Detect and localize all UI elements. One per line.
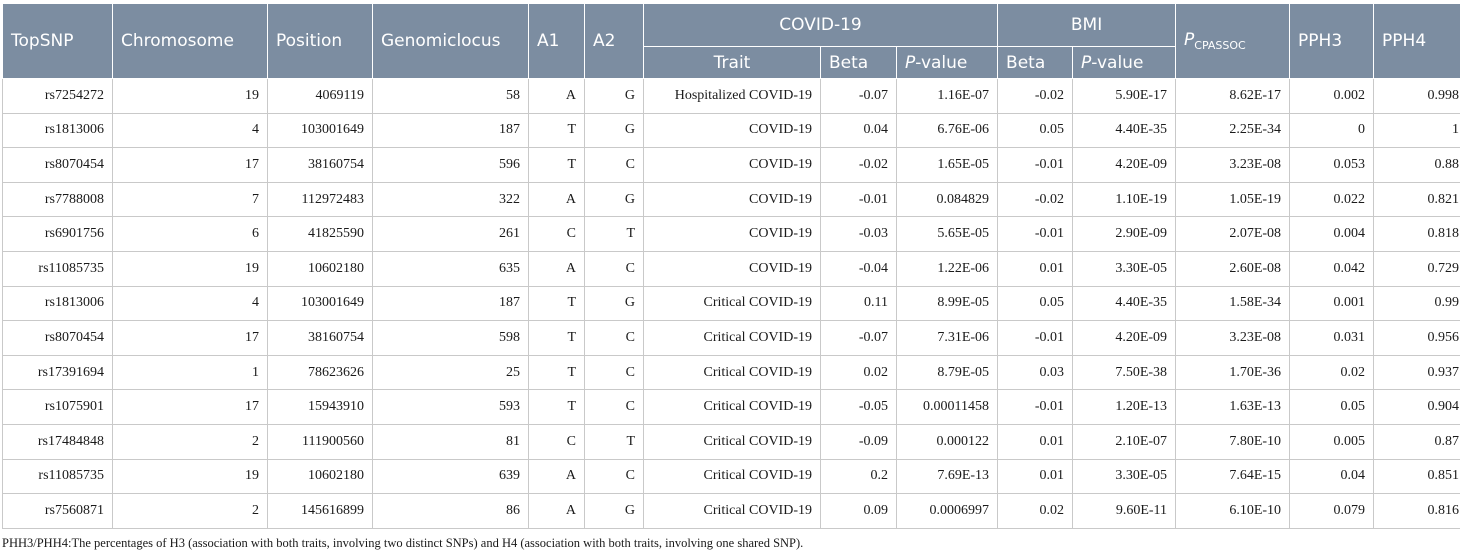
cell-genomic-locus: 81 [373,424,529,459]
cell-covid-pvalue: 0.00011458 [897,390,998,425]
cell-bmi-beta: 0.02 [998,494,1073,529]
table-row [3,148,1460,183]
cell-pph4: 0.851 [1374,459,1460,494]
cell-position: 10602180 [268,459,373,494]
col-header-chromosome: Chromosome [113,4,268,79]
cell-pph3: 0.001 [1290,286,1374,321]
cell-chromosome: 7 [113,182,268,217]
cell-a1: C [529,217,585,252]
cell-topsnp: rs11085735 [3,251,113,286]
cell-bmi-beta: -0.02 [998,79,1073,114]
cell-trait: Hospitalized COVID-19 [644,79,821,114]
col-header-covid-pvalue [897,47,998,79]
cell-a2: C [585,459,644,494]
cell-covid-beta: -0.07 [821,79,897,114]
cell-position: 15943910 [268,390,373,425]
cell-covid-beta: -0.03 [821,217,897,252]
cell-bmi-beta: 0.01 [998,424,1073,459]
header-row-top [3,4,1460,47]
col-header-genomic-locus: Genomiclocus [373,4,529,79]
cell-covid-pvalue: 7.69E-13 [897,459,998,494]
table-row [3,79,1460,114]
cell-covid-beta: -0.02 [821,148,897,183]
cell-genomic-locus: 58 [373,79,529,114]
cell-trait: COVID-19 [644,182,821,217]
cell-genomic-locus: 322 [373,182,529,217]
table-row [3,251,1460,286]
cell-covid-pvalue: 5.65E-05 [897,217,998,252]
cell-pph3: 0.022 [1290,182,1374,217]
cell-bmi-pvalue: 4.40E-35 [1073,286,1176,321]
cell-topsnp: rs17484848 [3,424,113,459]
cell-trait: Critical COVID-19 [644,494,821,529]
cell-a2: T [585,424,644,459]
cell-chromosome: 4 [113,113,268,148]
cell-bmi-beta: 0.01 [998,251,1073,286]
cell-position: 103001649 [268,286,373,321]
col-header-pph4: PPH4 [1374,4,1460,79]
cell-covid-pvalue: 1.65E-05 [897,148,998,183]
cell-a1: T [529,390,585,425]
cell-bmi-pvalue: 1.20E-13 [1073,390,1176,425]
cell-genomic-locus: 639 [373,459,529,494]
cell-topsnp: rs7560871 [3,494,113,529]
cell-bmi-beta: -0.01 [998,321,1073,356]
cell-position: 78623626 [268,355,373,390]
cell-pph4: 0.998 [1374,79,1460,114]
p-cpassoc-main: P [1184,30,1195,50]
cell-genomic-locus: 596 [373,148,529,183]
table-row [3,424,1460,459]
cell-covid-pvalue: 8.99E-05 [897,286,998,321]
cell-genomic-locus: 261 [373,217,529,252]
cell-a2: G [585,113,644,148]
cell-p-cpassoc: 8.62E-17 [1176,79,1290,114]
cell-trait: COVID-19 [644,251,821,286]
cell-chromosome: 17 [113,390,268,425]
cell-trait: COVID-19 [644,217,821,252]
cell-p-cpassoc: 3.23E-08 [1176,321,1290,356]
cell-a1: T [529,148,585,183]
cell-bmi-beta: -0.01 [998,148,1073,183]
covid-p-letter: P [905,52,916,73]
cell-pph3: 0.005 [1290,424,1374,459]
cell-pph3: 0.053 [1290,148,1374,183]
cell-bmi-pvalue: 7.50E-38 [1073,355,1176,390]
cell-a1: T [529,321,585,356]
cell-covid-pvalue: 1.16E-07 [897,79,998,114]
cell-chromosome: 17 [113,148,268,183]
cell-bmi-beta: 0.03 [998,355,1073,390]
cell-a2: G [585,494,644,529]
cell-pph4: 0.99 [1374,286,1460,321]
cell-bmi-pvalue: 1.10E-19 [1073,182,1176,217]
cell-covid-beta: 0.11 [821,286,897,321]
cell-pph4: 0.87 [1374,424,1460,459]
col-header-a1: A1 [529,4,585,79]
cell-p-cpassoc: 2.07E-08 [1176,217,1290,252]
cell-position: 38160754 [268,148,373,183]
cell-bmi-beta: 0.01 [998,459,1073,494]
cell-genomic-locus: 25 [373,355,529,390]
cell-covid-pvalue: 0.000122 [897,424,998,459]
cell-a1: A [529,79,585,114]
cell-pph4: 0.816 [1374,494,1460,529]
cell-covid-beta: 0.02 [821,355,897,390]
cell-pph4: 1 [1374,113,1460,148]
cell-covid-beta: -0.05 [821,390,897,425]
cell-p-cpassoc: 6.10E-10 [1176,494,1290,529]
cell-p-cpassoc: 7.64E-15 [1176,459,1290,494]
cell-trait: Critical COVID-19 [644,424,821,459]
cell-trait: Critical COVID-19 [644,355,821,390]
cell-bmi-beta: -0.02 [998,182,1073,217]
cell-genomic-locus: 187 [373,113,529,148]
cell-a2: T [585,217,644,252]
cell-bmi-beta: -0.01 [998,217,1073,252]
cell-pph3: 0.004 [1290,217,1374,252]
cell-trait: Critical COVID-19 [644,321,821,356]
cell-chromosome: 19 [113,79,268,114]
cell-covid-beta: 0.09 [821,494,897,529]
cell-a1: T [529,286,585,321]
cell-bmi-pvalue: 4.20E-09 [1073,321,1176,356]
cell-position: 112972483 [268,182,373,217]
cell-pph3: 0.02 [1290,355,1374,390]
cell-bmi-pvalue: 5.90E-17 [1073,79,1176,114]
cell-chromosome: 2 [113,424,268,459]
cell-a1: T [529,113,585,148]
cell-a2: C [585,251,644,286]
cell-topsnp: rs7254272 [3,79,113,114]
cell-a1: T [529,355,585,390]
table-row [3,321,1460,356]
cell-genomic-locus: 598 [373,321,529,356]
cell-covid-pvalue: 0.084829 [897,182,998,217]
table-footnote: PHH3/PHH4:The percentages of H3 (association with both traits, involving two distinct SNPs) and H4 (association with both traits, involving one shared SNP). [2,536,804,550]
cell-covid-beta: -0.07 [821,321,897,356]
results-table [2,3,1460,529]
cell-pph4: 0.818 [1374,217,1460,252]
cell-topsnp: rs11085735 [3,459,113,494]
table-row [3,459,1460,494]
col-header-bmi-pvalue [1073,47,1176,79]
table-row [3,355,1460,390]
cell-p-cpassoc: 1.63E-13 [1176,390,1290,425]
cell-pph3: 0.031 [1290,321,1374,356]
cell-bmi-pvalue: 4.20E-09 [1073,148,1176,183]
col-header-a2: A2 [585,4,644,79]
cell-a2: G [585,79,644,114]
covid-p-suffix: -value [915,52,968,73]
cell-topsnp: rs8070454 [3,321,113,356]
cell-a1: C [529,424,585,459]
table-row [3,494,1460,529]
cell-covid-beta: 0.04 [821,113,897,148]
cell-covid-pvalue: 0.0006997 [897,494,998,529]
col-header-covid-beta: Beta [821,47,897,79]
table-row [3,390,1460,425]
bmi-p-letter: P [1081,52,1092,73]
cell-covid-beta: -0.01 [821,182,897,217]
cell-pph4: 0.956 [1374,321,1460,356]
cell-pph3: 0.002 [1290,79,1374,114]
cell-p-cpassoc: 2.60E-08 [1176,251,1290,286]
cell-covid-beta: 0.2 [821,459,897,494]
cell-covid-pvalue: 1.22E-06 [897,251,998,286]
cell-a2: G [585,182,644,217]
cell-p-cpassoc: 7.80E-10 [1176,424,1290,459]
cell-covid-beta: -0.09 [821,424,897,459]
cell-covid-pvalue: 6.76E-06 [897,113,998,148]
cell-chromosome: 17 [113,321,268,356]
cell-bmi-pvalue: 2.90E-09 [1073,217,1176,252]
cell-a1: A [529,182,585,217]
cell-a1: A [529,494,585,529]
col-header-pph3: PPH3 [1290,4,1374,79]
cell-a2: C [585,390,644,425]
cell-position: 111900560 [268,424,373,459]
cell-position: 145616899 [268,494,373,529]
cell-topsnp: rs1075901 [3,390,113,425]
cell-covid-pvalue: 7.31E-06 [897,321,998,356]
group-header-bmi: BMI [998,4,1176,47]
cell-topsnp: rs7788008 [3,182,113,217]
cell-topsnp: rs1813006 [3,286,113,321]
cell-a2: C [585,148,644,183]
cell-pph4: 0.88 [1374,148,1460,183]
cell-p-cpassoc: 1.58E-34 [1176,286,1290,321]
cell-chromosome: 4 [113,286,268,321]
cell-covid-beta: -0.04 [821,251,897,286]
cell-genomic-locus: 635 [373,251,529,286]
cell-chromosome: 19 [113,459,268,494]
cell-pph3: 0.079 [1290,494,1374,529]
cell-pph4: 0.729 [1374,251,1460,286]
cell-chromosome: 2 [113,494,268,529]
cell-a2: C [585,321,644,356]
cell-pph3: 0.04 [1290,459,1374,494]
cell-p-cpassoc: 1.70E-36 [1176,355,1290,390]
cell-trait: Critical COVID-19 [644,390,821,425]
cell-genomic-locus: 593 [373,390,529,425]
cell-p-cpassoc: 1.05E-19 [1176,182,1290,217]
table-row [3,182,1460,217]
cell-topsnp: rs8070454 [3,148,113,183]
cell-topsnp: rs17391694 [3,355,113,390]
p-cpassoc-subscript: CPASSOC [1194,39,1246,52]
cell-topsnp: rs1813006 [3,113,113,148]
cell-bmi-pvalue: 3.30E-05 [1073,459,1176,494]
cell-position: 10602180 [268,251,373,286]
cell-pph3: 0.05 [1290,390,1374,425]
cell-chromosome: 19 [113,251,268,286]
cell-a1: A [529,459,585,494]
table-body [3,79,1460,529]
col-header-p-cpassoc [1176,4,1290,79]
cell-position: 41825590 [268,217,373,252]
cell-position: 4069119 [268,79,373,114]
col-header-bmi-beta: Beta [998,47,1073,79]
cell-chromosome: 6 [113,217,268,252]
cell-topsnp: rs6901756 [3,217,113,252]
cell-pph4: 0.821 [1374,182,1460,217]
cell-pph4: 0.937 [1374,355,1460,390]
table-row [3,217,1460,252]
cell-pph3: 0 [1290,113,1374,148]
cell-bmi-beta: -0.01 [998,390,1073,425]
table-row [3,286,1460,321]
col-header-position: Position [268,4,373,79]
cell-trait: COVID-19 [644,113,821,148]
cell-p-cpassoc: 3.23E-08 [1176,148,1290,183]
cell-trait: Critical COVID-19 [644,286,821,321]
cell-a1: A [529,251,585,286]
cell-bmi-pvalue: 2.10E-07 [1073,424,1176,459]
cell-bmi-beta: 0.05 [998,113,1073,148]
cell-genomic-locus: 86 [373,494,529,529]
cell-a2: C [585,355,644,390]
group-header-covid: COVID-19 [644,4,998,47]
cell-p-cpassoc: 2.25E-34 [1176,113,1290,148]
cell-bmi-pvalue: 3.30E-05 [1073,251,1176,286]
cell-position: 38160754 [268,321,373,356]
cell-bmi-pvalue: 9.60E-11 [1073,494,1176,529]
col-header-topsnp: TopSNP [3,4,113,79]
cell-trait: COVID-19 [644,148,821,183]
cell-genomic-locus: 187 [373,286,529,321]
cell-chromosome: 1 [113,355,268,390]
cell-bmi-beta: 0.05 [998,286,1073,321]
cell-a2: G [585,286,644,321]
table-row [3,113,1460,148]
cell-trait: Critical COVID-19 [644,459,821,494]
bmi-p-suffix: -value [1091,52,1144,73]
cell-covid-pvalue: 8.79E-05 [897,355,998,390]
cell-bmi-pvalue: 4.40E-35 [1073,113,1176,148]
cell-pph4: 0.904 [1374,390,1460,425]
col-header-trait: Trait [644,47,821,79]
cell-position: 103001649 [268,113,373,148]
cell-pph3: 0.042 [1290,251,1374,286]
